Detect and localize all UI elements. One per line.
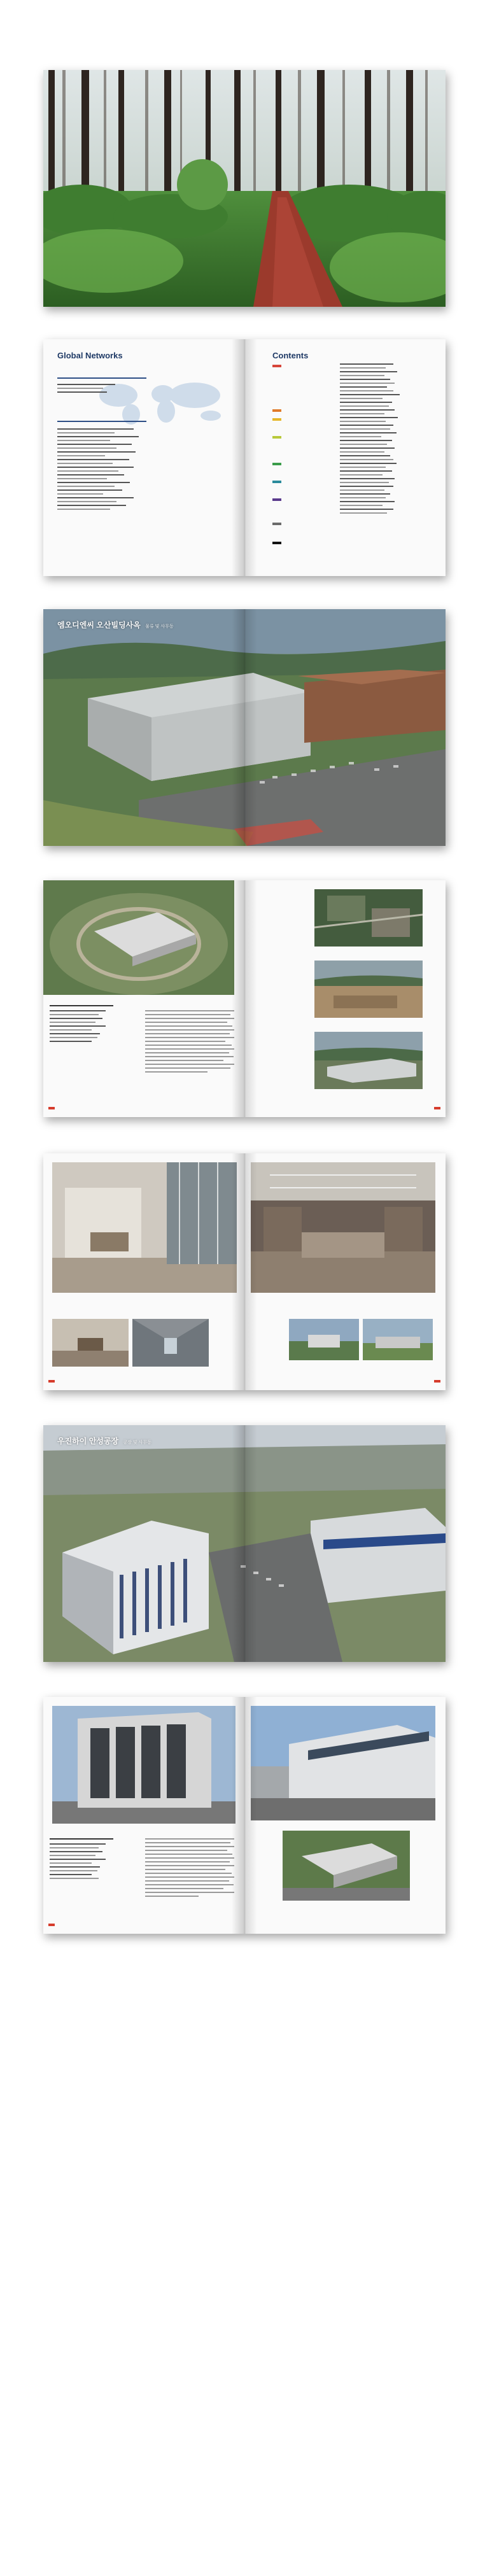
network-list-1 bbox=[57, 384, 140, 395]
spread-building-aerial-2 bbox=[43, 1425, 446, 1662]
page-global-networks bbox=[43, 339, 244, 576]
body-text bbox=[145, 1010, 234, 1075]
toc-swatch bbox=[272, 523, 281, 525]
page-exterior-left bbox=[43, 1697, 244, 1934]
page-site-left bbox=[43, 880, 244, 1117]
aerial-title-main: 우진하이 안성공장 bbox=[57, 1437, 119, 1446]
showroom-photo bbox=[251, 1162, 435, 1293]
page-tab-red bbox=[48, 1380, 55, 1383]
network-list-2 bbox=[57, 428, 153, 512]
spread-building-aerial-1 bbox=[43, 609, 446, 846]
aerial-title-sub: 공장 및 사무동 bbox=[123, 1440, 151, 1445]
exterior-photo-b bbox=[363, 1319, 433, 1360]
factory-aerial-photo bbox=[283, 1831, 410, 1901]
spec-table bbox=[50, 1843, 120, 1882]
aerial-title-sub: 물류 및 사무동 bbox=[145, 624, 174, 629]
spec-table bbox=[50, 1010, 120, 1045]
aerial-building-photo bbox=[43, 609, 446, 846]
spread-building-exterior-detail bbox=[43, 1697, 446, 1934]
factory-facade-photo bbox=[251, 1706, 435, 1820]
hallway-photo bbox=[132, 1319, 209, 1367]
page-tab-red bbox=[48, 1107, 55, 1109]
aerial-title-main: 엠오디엔씨 오산빌딩사옥 bbox=[57, 621, 141, 630]
toc-swatch bbox=[272, 436, 281, 439]
aerial-title-1 bbox=[57, 619, 174, 630]
satellite-photo bbox=[314, 889, 423, 947]
site-aerial-photo bbox=[43, 880, 234, 995]
page-interior-right bbox=[244, 1153, 446, 1390]
section-rule-1 bbox=[57, 377, 146, 379]
spec-rule bbox=[50, 1005, 113, 1006]
contents-swatch-column bbox=[272, 365, 323, 568]
office-building-photo bbox=[52, 1706, 235, 1824]
lobby-photo bbox=[52, 1162, 237, 1293]
contents-entries bbox=[340, 363, 416, 516]
page-contents bbox=[244, 339, 446, 576]
toc-swatch bbox=[272, 481, 281, 483]
construction-photo bbox=[314, 961, 423, 1018]
page-exterior-right bbox=[244, 1697, 446, 1934]
toc-swatch bbox=[272, 542, 281, 544]
toc-swatch bbox=[272, 498, 281, 501]
aerial-title-2 bbox=[57, 1435, 151, 1446]
meeting-room-photo bbox=[52, 1319, 129, 1367]
section-rule-2 bbox=[57, 421, 146, 422]
spread-networks-contents bbox=[43, 339, 446, 576]
toc-swatch bbox=[272, 463, 281, 465]
global-networks-title: Global Networks bbox=[57, 351, 123, 360]
toc-swatch bbox=[272, 418, 281, 421]
toc-swatch bbox=[272, 409, 281, 412]
exterior-photo-a bbox=[289, 1319, 359, 1360]
page-tab-red bbox=[48, 1924, 55, 1926]
spread-interior bbox=[43, 1153, 446, 1390]
spec-rule bbox=[50, 1838, 113, 1840]
contents-title: Contents bbox=[272, 351, 309, 360]
page-site-right bbox=[244, 880, 446, 1117]
page-interior-left bbox=[43, 1153, 244, 1390]
toc-swatch bbox=[272, 365, 281, 367]
aerial-factory-photo bbox=[43, 1425, 446, 1662]
page-tab-red bbox=[434, 1107, 440, 1109]
page-tab-red bbox=[434, 1380, 440, 1383]
spread-cover bbox=[43, 70, 446, 307]
spread-building-site-detail bbox=[43, 880, 446, 1117]
forest-photo bbox=[43, 70, 446, 307]
body-text bbox=[145, 1838, 234, 1899]
completed-building-photo bbox=[314, 1032, 423, 1089]
